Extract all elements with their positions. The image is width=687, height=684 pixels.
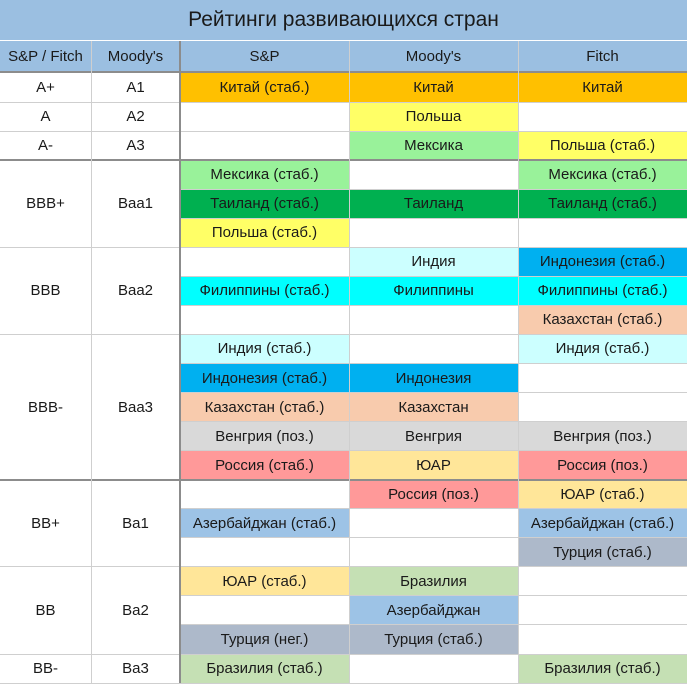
scale-sp-fitch: BB+ xyxy=(31,514,60,532)
rating-cell-fitch: Индонезия (стаб.) xyxy=(518,247,687,276)
header-moodys-scale: Moody's xyxy=(91,41,180,71)
rating-cell-sp: Мексика (стаб.) xyxy=(180,160,349,189)
rating-cell-moodys: Индонезия xyxy=(349,364,518,393)
rating-cell-moodys: Венгрия xyxy=(349,422,518,451)
row-divider xyxy=(180,421,687,422)
scale-moodys: Baa1 xyxy=(117,195,154,213)
column-divider xyxy=(349,41,350,683)
scale-moodys: A2 xyxy=(126,108,145,126)
scale-sp-fitch: BBB- xyxy=(27,398,63,416)
row-divider xyxy=(180,450,687,451)
rating-cell-moodys: Россия (поз.) xyxy=(349,480,518,509)
rating-cell-sp: Венгрия (поз.) xyxy=(180,422,349,451)
rating-cell-sp: Бразилия (стаб.) xyxy=(180,654,349,683)
rating-cell-fitch: Индия (стаб.) xyxy=(518,334,687,363)
row-divider xyxy=(180,305,687,306)
rating-cell-fitch: Казахстан (стаб.) xyxy=(518,305,687,334)
rating-cell-sp: Россия (стаб.) xyxy=(180,451,349,480)
table-title: Рейтинги развивающихся стран xyxy=(0,0,687,41)
rating-cell-moodys: Бразилия xyxy=(349,567,518,596)
rating-cell-moodys: Азербайджан xyxy=(349,596,518,625)
rating-cell-moodys: Филиппины xyxy=(349,276,518,305)
column-divider xyxy=(91,41,92,683)
scale-moodys: Ba3 xyxy=(122,660,149,678)
rating-cell-fitch: Филиппины (стаб.) xyxy=(518,276,687,305)
row-divider xyxy=(180,218,687,219)
rating-cell-sp: Таиланд (стаб.) xyxy=(180,189,349,218)
header-divider xyxy=(0,71,687,73)
rating-cell-fitch: Китай xyxy=(518,73,687,102)
scale-sp-fitch: A- xyxy=(38,137,53,155)
rating-cell-moodys: Мексика xyxy=(349,131,518,160)
scale-sp-fitch: BB xyxy=(35,601,56,619)
row-divider xyxy=(180,392,687,393)
rating-cell-sp: Индонезия (стаб.) xyxy=(180,364,349,393)
scale-sp-fitch: BBB xyxy=(30,282,61,300)
rating-cell-sp: Казахстан (стаб.) xyxy=(180,393,349,422)
row-divider xyxy=(180,624,687,625)
row-divider xyxy=(180,508,687,509)
row-divider xyxy=(180,189,687,190)
row-divider xyxy=(180,537,687,538)
rating-cell-moodys: Индия xyxy=(349,247,518,276)
rating-cell-sp: Азербайджан (стаб.) xyxy=(180,509,349,538)
scale-moodys: A1 xyxy=(126,79,145,97)
scale-moodys: Ba1 xyxy=(122,514,149,532)
scale-moodys: Baa2 xyxy=(117,282,154,300)
column-divider xyxy=(518,41,519,683)
rating-cell-fitch: Польша (стаб.) xyxy=(518,131,687,160)
scale-sp-fitch: A xyxy=(40,108,51,126)
row-divider xyxy=(180,276,687,277)
rating-cell-fitch: Россия (поз.) xyxy=(518,451,687,480)
column-divider xyxy=(179,41,181,683)
rating-cell-moodys: Казахстан xyxy=(349,393,518,422)
rating-cell-fitch: ЮАР (стаб.) xyxy=(518,480,687,509)
rating-cell-fitch: Турция (стаб.) xyxy=(518,538,687,567)
rating-cell-moodys: Польша xyxy=(349,102,518,131)
header-sp: S&P xyxy=(180,41,349,71)
rating-cell-sp: Индия (стаб.) xyxy=(180,334,349,363)
scale-moodys: Baa3 xyxy=(117,398,154,416)
header-sp-fitch-scale: S&P / Fitch xyxy=(0,41,91,71)
rating-cell-fitch: Венгрия (поз.) xyxy=(518,422,687,451)
rating-cell-sp: Филиппины (стаб.) xyxy=(180,276,349,305)
rating-cell-fitch: Мексика (стаб.) xyxy=(518,160,687,189)
scale-moodys: Ba2 xyxy=(122,601,149,619)
rating-cell-sp: Польша (стаб.) xyxy=(180,218,349,247)
rating-cell-fitch: Таиланд (стаб.) xyxy=(518,189,687,218)
header-moodys: Moody's xyxy=(349,41,518,71)
rating-cell-moodys: Таиланд xyxy=(349,189,518,218)
scale-sp-fitch: BBB+ xyxy=(26,195,65,213)
rating-cell-moodys: Турция (стаб.) xyxy=(349,625,518,654)
rating-cell-sp: Турция (нег.) xyxy=(180,625,349,654)
rating-cell-sp: ЮАР (стаб.) xyxy=(180,567,349,596)
rating-cell-fitch: Бразилия (стаб.) xyxy=(518,654,687,683)
row-divider xyxy=(180,363,687,364)
rating-cell-sp: Китай (стаб.) xyxy=(180,73,349,102)
rating-cell-moodys: Китай xyxy=(349,73,518,102)
row-divider xyxy=(180,595,687,596)
rating-cell-fitch: Азербайджан (стаб.) xyxy=(518,509,687,538)
scale-sp-fitch: A+ xyxy=(36,79,55,97)
header-fitch: Fitch xyxy=(518,41,687,71)
scale-moodys: A3 xyxy=(126,137,145,155)
scale-sp-fitch: BB- xyxy=(32,660,58,678)
rating-cell-moodys: ЮАР xyxy=(349,451,518,480)
